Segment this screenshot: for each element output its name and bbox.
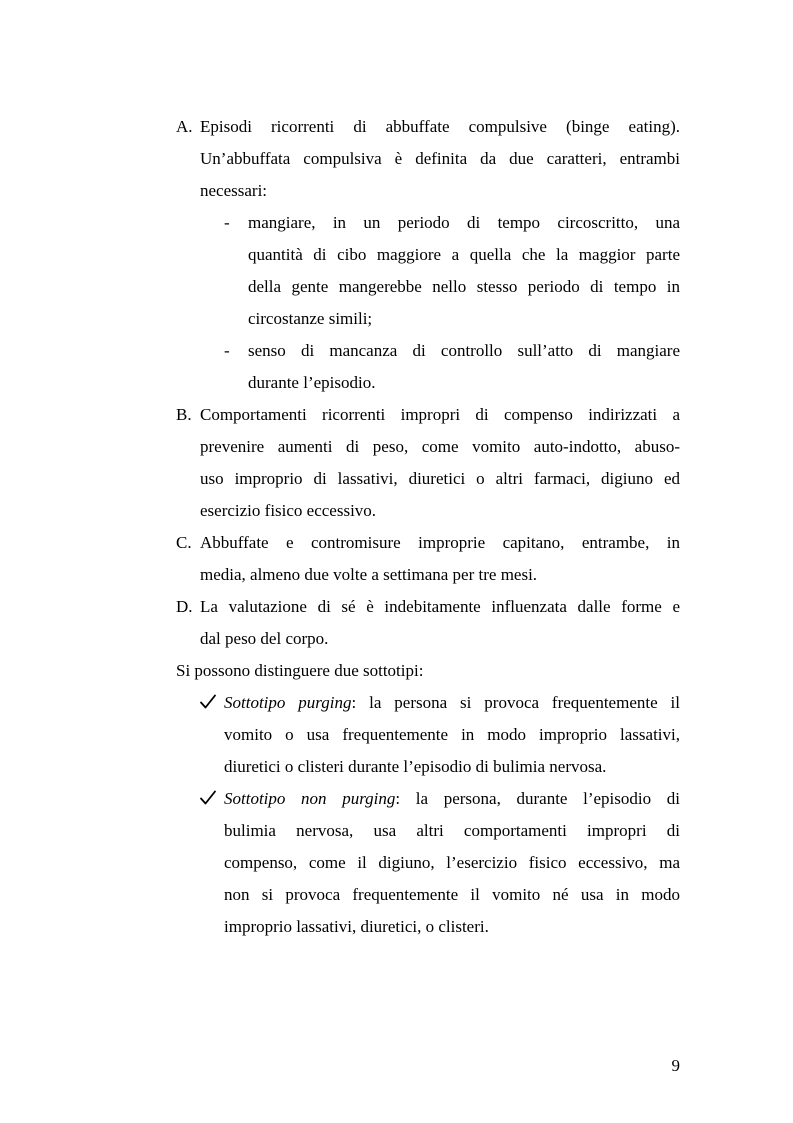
subtype-purging-first-rest: : la persona si provoca frequentemente il (351, 693, 680, 712)
subtype-non-purging-line-3: compenso, come il digiuno, l’esercizio fisico eccessivo, ma (224, 853, 680, 872)
checkmark-icon (199, 693, 217, 711)
criterion-b-marker: B. (176, 405, 192, 424)
bullet-1-line-2: quantità di cibo maggiore a quella che la maggior parte (248, 245, 680, 264)
bullet-1-line-1: mangiare, in un periodo di tempo circoscritto, una (248, 213, 680, 232)
bullet-1-line-3: della gente mangerebbe nello stesso periodo di tempo in (248, 277, 680, 296)
criterion-b-line-1: Comportamenti ricorrenti impropri di compenso indirizzati a (200, 405, 680, 424)
subtype-purging-line-1 (224, 693, 680, 713)
subtypes-intro: Si possono distinguere due sottotipi: (176, 661, 424, 680)
criterion-d-line-1: La valutazione di sé è indebitamente influenzata dalle forme e (200, 597, 680, 616)
checkmark-icon (199, 789, 217, 807)
subtype-purging-line-3: diuretici o clisteri durante l’episodio di bulimia nervosa. (224, 757, 607, 776)
criterion-a-line-1: Episodi ricorrenti di abbuffate compulsive (binge eating). (200, 117, 680, 136)
subtype-non-purging-line-2: bulimia nervosa, usa altri comportamenti impropri di (224, 821, 680, 840)
criterion-c-marker: C. (176, 533, 192, 552)
page-number: 9 (671, 1056, 680, 1075)
subtype-non-purging-title: Sottotipo non purging (224, 789, 396, 808)
criterion-b-line-2: prevenire aumenti di peso, come vomito auto-indotto, abuso- (200, 437, 680, 456)
bullet-2-line-2: durante l’episodio. (248, 373, 376, 392)
bullet-2-line-1: senso di mancanza di controllo sull’atto di mangiare (248, 341, 680, 360)
bullet-1-line-4: circostanze simili; (248, 309, 373, 328)
bullet-2-marker: - (224, 341, 230, 360)
criterion-a-line-2: Un’abbuffata compulsiva è definita da due caratteri, entrambi (200, 149, 680, 168)
criterion-a-line-3: necessari: (200, 181, 268, 200)
subtype-non-purging-line-4: non si provoca frequentemente il vomito né usa in modo (224, 885, 680, 904)
criterion-b-line-3: uso improprio di lassativi, diuretici o altri farmaci, digiuno ed (200, 469, 680, 488)
criterion-d-line-2: dal peso del corpo. (200, 629, 329, 648)
criterion-d-marker: D. (176, 597, 193, 616)
criterion-b-line-4: esercizio fisico eccessivo. (200, 501, 377, 520)
subtype-purging-line-2: vomito o usa frequentemente in modo improprio lassativi, (224, 725, 680, 744)
criterion-a-marker: A. (176, 117, 193, 136)
bullet-1-marker: - (224, 213, 230, 232)
subtype-non-purging-line-1 (224, 789, 680, 809)
subtype-purging-title: Sottotipo purging (224, 693, 352, 712)
subtype-non-purging-line-5: improprio lassativi, diuretici, o clisteri. (224, 917, 489, 936)
subtype-non-purging-first-rest: : la persona, durante l’episodio di (395, 789, 680, 808)
criterion-c-line-2: media, almeno due volte a settimana per tre mesi. (200, 565, 538, 584)
criterion-c-line-1: Abbuffate e contromisure improprie capitano, entrambe, in (200, 533, 680, 552)
